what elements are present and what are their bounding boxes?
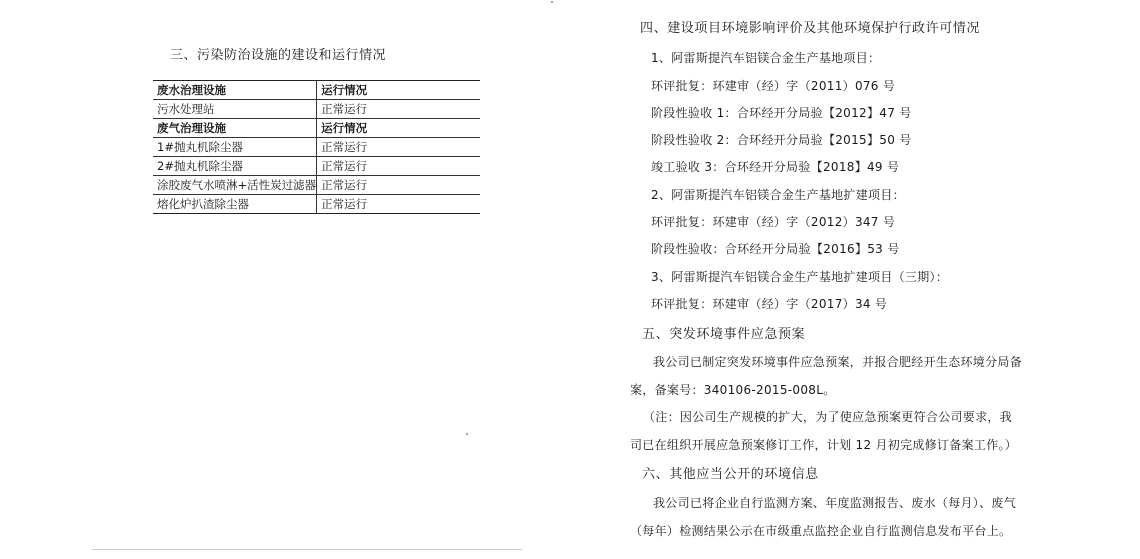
table-row <box>153 157 480 176</box>
scan-speck <box>551 1 553 3</box>
page-bottom-edge <box>92 549 522 550</box>
table-row <box>153 138 480 157</box>
item1-acceptance-1: 阶段性验收 1：合环经开分局验【2012】47 号 <box>651 106 912 120</box>
item2-acceptance: 阶段性验收：合环经开分局验【2016】53 号 <box>651 242 900 256</box>
section5-note-line-1: （注：因公司生产规模的扩大，为了使应急预案更符合公司要求，我 <box>643 410 1013 424</box>
section5-paragraph-line-1: 我公司已制定突发环境事件应急预案，并报合肥经开生态环境分局备 <box>653 355 1023 369</box>
section5-title: 五、突发环境事件应急预案 <box>642 327 806 342</box>
section6-paragraph-line-1: 我公司已将企业自行监测方案、年度监测报告、废水（每月）、废气 <box>653 496 1017 510</box>
left-page <box>0 0 560 559</box>
table-cell-status: 正常运行 <box>317 138 480 157</box>
table-cell-status: 正常运行 <box>317 195 480 214</box>
scan-speck <box>466 433 468 435</box>
section5-note-line-2: 司已在组织开展应急预案修订工作，计划 12 月初完成修订备案工作。） <box>630 438 1018 452</box>
section6-title: 六、其他应当公开的环境信息 <box>642 467 819 482</box>
table-row <box>153 81 480 100</box>
item2-title: 2、阿雷斯提汽车铝镁合金生产基地扩建项目： <box>651 188 905 202</box>
item1-completion-acceptance: 竣工验收 3：合环经开分局验【2018】49 号 <box>651 160 900 174</box>
table-cell-facility: 污水处理站 <box>153 100 317 119</box>
right-page <box>560 0 1140 559</box>
section6-paragraph-line-2: （每年）检测结果公示在市级重点监控企业自行监测信息发布平台上。 <box>630 524 1012 538</box>
table-cell-facility: 熔化炉扒渣除尘器 <box>153 195 317 214</box>
table-cell-status: 正常运行 <box>317 176 480 195</box>
table-row <box>153 176 480 195</box>
table-row <box>153 100 480 119</box>
item1-eia-approval: 环评批复：环建审（经）字（2011）076 号 <box>651 79 896 93</box>
section5-paragraph-line-2: 案，备案号：340106-2015-008L。 <box>630 383 836 397</box>
item3-title: 3、阿雷斯提汽车铝镁合金生产基地扩建项目（三期）： <box>651 270 949 284</box>
table-cell-facility: 涂胶废气水喷淋+活性炭过滤器 <box>153 176 317 195</box>
table-cell-facility: 1#抛丸机除尘器 <box>153 138 317 157</box>
table-cell-facility: 废水治理设施 <box>153 81 317 100</box>
table-cell-facility: 废气治理设施 <box>153 119 317 138</box>
table-cell-facility: 2#抛丸机除尘器 <box>153 157 317 176</box>
section4-title: 四、建设项目环境影响评价及其他环境保护行政许可情况 <box>640 21 981 36</box>
table-cell-status: 正常运行 <box>317 157 480 176</box>
table-row <box>153 119 480 138</box>
item2-eia-approval: 环评批复：环建审（经）字（2012）347 号 <box>651 215 896 229</box>
table-row <box>153 195 480 214</box>
section-title-pollution-facilities: 三、污染防治设施的建设和运行情况 <box>170 48 387 63</box>
item3-eia-approval: 环评批复：环建审（经）字（2017）34 号 <box>651 297 888 311</box>
table-cell-status: 运行情况 <box>317 119 480 138</box>
item1-title: 1、阿雷斯提汽车铝镁合金生产基地项目： <box>651 51 881 65</box>
item1-acceptance-2: 阶段性验收 2：合环经开分局验【2015】50 号 <box>651 133 912 147</box>
table-cell-status: 运行情况 <box>317 81 480 100</box>
table-cell-status: 正常运行 <box>317 100 480 119</box>
facility-status-table <box>153 80 480 214</box>
